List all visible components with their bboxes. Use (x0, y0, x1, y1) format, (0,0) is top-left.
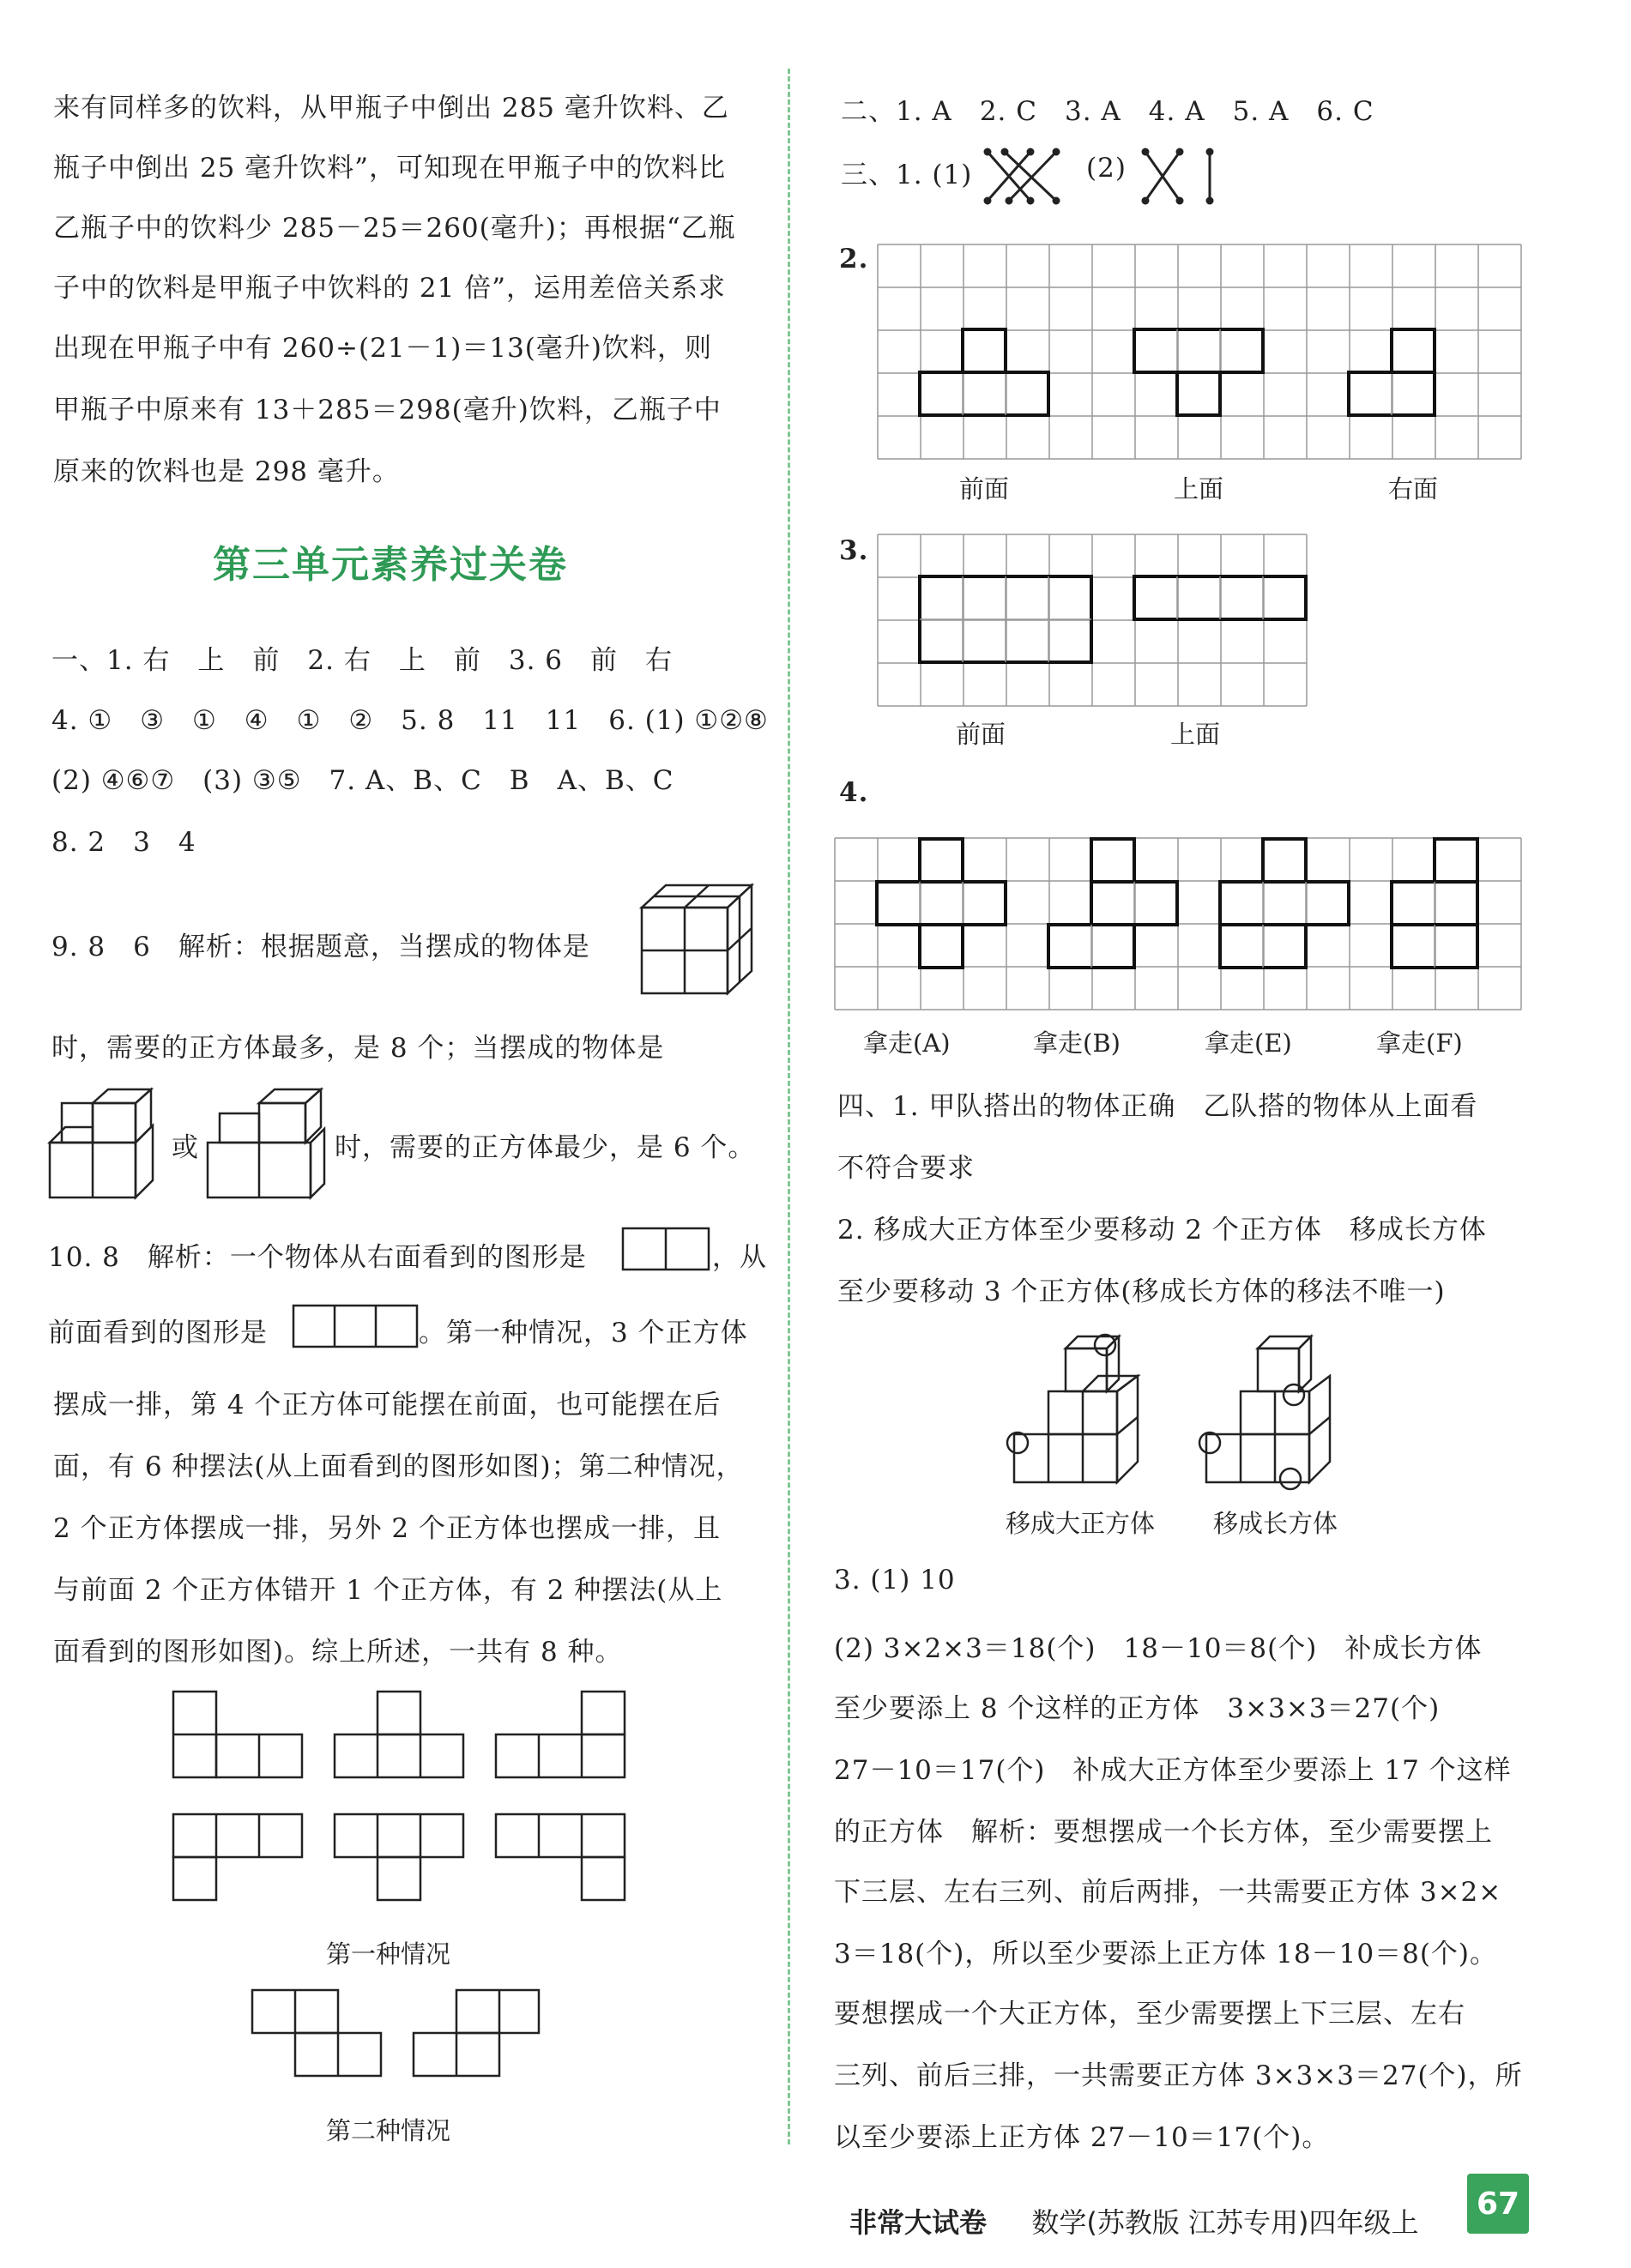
page-number: 67 (1467, 2174, 1529, 2234)
case1-figures (172, 1690, 635, 1904)
q10-line-b2: 。第一种情况，3 个正方体 (419, 1318, 748, 1348)
q9-line-b: 时，需要的正方体最多，是 8 个；当摆成的物体是 (51, 1033, 665, 1064)
part1-line-2: 4. ① ③ ① ④ ① ② 5. 8 11 11 6. (1) ①②⑧ (51, 705, 769, 736)
intro-line-6: 甲瓶子中原来有 13＋285＝298(毫升)饮料，乙瓶子中 (53, 395, 722, 425)
part1-line-4: 8. 2 3 4 (51, 827, 196, 858)
q3-line-7: 3＝18(个)，所以至少要添上正方体 18－10＝8(个)。 (834, 1939, 1498, 1969)
intro-line-5: 出现在甲瓶子中有 260÷(21－1)＝13(毫升)饮料，则 (53, 333, 712, 364)
q9-min-figure-2 (206, 1088, 326, 1199)
q4-caption-e: 拿走(E) (1205, 1028, 1292, 1058)
q10-line-2: 面，有 6 种摆法(从上面看到的图形如图)；第二种情况， (53, 1451, 744, 1482)
q4-caption-b: 拿走(B) (1033, 1028, 1121, 1058)
q3-line-4: 27－10＝17(个) 补成大正方体至少要添上 17 个这样 (834, 1755, 1512, 1786)
q3-line-9: 三列、前后三排，一共需要正方体 3×3×3＝27(个)，所 (834, 2060, 1523, 2091)
q9-or: 或 (172, 1132, 199, 1163)
q9-cube-figure (640, 884, 760, 995)
intro-line-4: 子中的饮料是甲瓶子中饮料的 21 倍”，运用差倍关系求 (53, 273, 727, 304)
q3-caption-front: 前面 (956, 720, 1006, 749)
q3-line-8: 要想摆成一个大正方体，至少需要摆上下三层、左右 (834, 1999, 1465, 2030)
q4-caption-a: 拿走(A) (863, 1028, 951, 1058)
move-big-cube-figure (1009, 1331, 1181, 1486)
case1-caption: 第一种情况 (326, 1939, 451, 1969)
q4-caption-f: 拿走(F) (1376, 1028, 1463, 1058)
q3-line-6: 下三层、左右三列、前后两排，一共需要正方体 3×2× (834, 1877, 1502, 1908)
move-cuboid-caption: 移成长方体 (1213, 1509, 1338, 1538)
q3-line-2: (2) 3×2×3＝18(个) 18－10＝8(个) 补成长方体 (834, 1633, 1483, 1664)
part4-line-1: 四、1. 甲队搭出的物体正确 乙队搭的物体从上面看 (837, 1091, 1478, 1122)
part4-line-3: 2. 移成大正方体至少要移动 2 个正方体 移成长方体 (837, 1215, 1487, 1246)
q3-grid (877, 534, 1308, 707)
footer (849, 2201, 1419, 2241)
intro-line-3: 乙瓶子中的饮料少 285－25＝260(毫升)；再根据“乙瓶 (53, 213, 736, 244)
q9-min-figure-1 (48, 1088, 155, 1199)
footer-subject: 数学(苏教版 江苏专用)四年级上 (1031, 2206, 1419, 2239)
part4-line-4: 至少要移动 3 个正方体(移成长方体的移法不唯一) (837, 1276, 1446, 1307)
q9-line-c: 时，需要的正方体最少，是 6 个。 (335, 1132, 756, 1163)
intro-line-2: 瓶子中倒出 25 毫升饮料”，可知现在甲瓶子中的饮料比 (53, 153, 727, 184)
q2-grid (877, 244, 1522, 460)
q10-front-view (292, 1304, 422, 1348)
q4-grid (834, 837, 1522, 1010)
case2-figures (251, 1988, 542, 2081)
q10-line-a: 10. 8 解析：一个物体从右面看到的图形是 (48, 1242, 587, 1273)
q4-label: 4. (839, 777, 869, 808)
q10-line-1: 摆成一排，第 4 个正方体可能摆在前面，也可能摆在后 (53, 1390, 722, 1421)
part1-line-3: (2) ④⑥⑦ (3) ③⑤ 7. A、B、C B A、B、C (51, 765, 674, 796)
q2-label: 2. (839, 244, 869, 274)
part2-answers: 二、1. A 2. C 3. A 4. A 5. A 6. C (841, 96, 1374, 127)
q10-line-3: 2 个正方体摆成一排，另外 2 个正方体也摆成一排，且 (53, 1513, 722, 1544)
q2-caption-right: 右面 (1388, 474, 1439, 504)
q9-line-a: 9. 8 6 解析：根据题意，当摆成的物体是 (51, 932, 590, 962)
q10-line-a2: ，从 (712, 1242, 767, 1273)
q3-line-3: 至少要添上 8 个这样的正方体 3×3×3＝27(个) (834, 1693, 1441, 1724)
q3-line-10: 以至少要添上正方体 27－10＝17(个)。 (834, 2122, 1330, 2153)
q3-caption-top: 上面 (1170, 720, 1221, 749)
q3-line-5: 的正方体 解析：要想摆成一个长方体，至少需要摆上 (834, 1817, 1493, 1848)
part3-q1-label: 三、1. (1) (841, 160, 973, 190)
part3-q1-label-2: (2) (1086, 153, 1127, 184)
q2-caption-front: 前面 (959, 474, 1010, 504)
part1-line-1: 一、1. 右 上 前 2. 右 上 前 3. 6 前 右 (51, 645, 674, 676)
section-title: 第三单元素养过关卷 (213, 543, 568, 587)
footer-brand: 非常大试卷 (849, 2206, 988, 2239)
part3-q1-lines-2 (1141, 148, 1218, 206)
q3-line-1: 3. (1) 10 (834, 1565, 956, 1595)
part3-q1-lines-1 (983, 148, 1069, 206)
q10-line-b: 前面看到的图形是 (48, 1318, 268, 1348)
move-big-cube-caption: 移成大正方体 (1006, 1509, 1156, 1538)
intro-line-1: 来有同样多的饮料，从甲瓶子中倒出 285 毫升饮料、乙 (53, 93, 729, 124)
q3-label: 3. (839, 535, 869, 566)
q10-line-5: 面看到的图形如图)。综上所述，一共有 8 种。 (53, 1637, 623, 1668)
q2-caption-top: 上面 (1174, 474, 1224, 504)
intro-line-7: 原来的饮料也是 298 毫升。 (53, 456, 400, 487)
q10-right-view (621, 1227, 710, 1271)
case2-caption: 第二种情况 (326, 2116, 451, 2145)
column-divider (788, 69, 790, 2144)
part4-line-2: 不符合要求 (837, 1153, 975, 1184)
move-cuboid-figure (1201, 1331, 1373, 1486)
q10-line-4: 与前面 2 个正方体错开 1 个正方体，有 2 种摆法(从上 (53, 1575, 723, 1606)
